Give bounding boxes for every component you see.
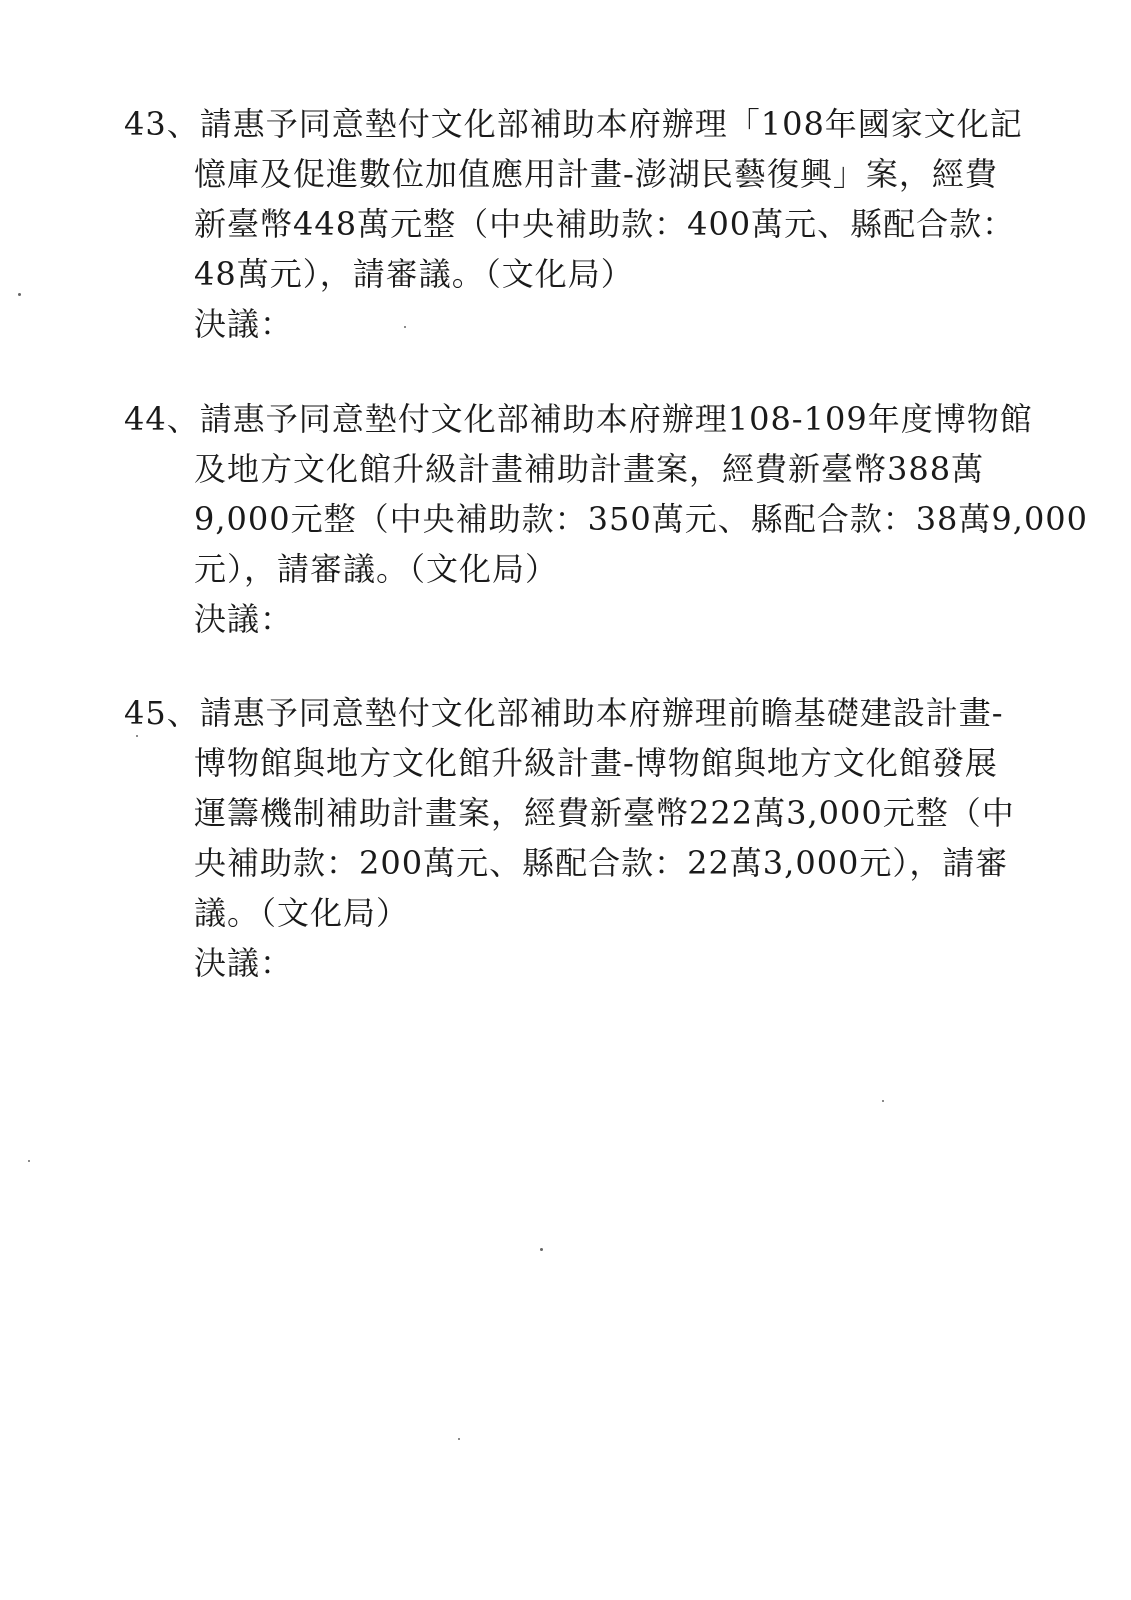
scan-speck (404, 326, 406, 328)
item-44-line-2: 及地方文化館升級計畫補助計畫案，經費新臺幣388萬 (194, 450, 985, 488)
item-43-line-1: 43、請惠予同意墊付文化部補助本府辦理「108年國家文化記 (124, 105, 1023, 143)
scan-speck (882, 1100, 884, 1102)
item-45-line-1: 45、請惠予同意墊付文化部補助本府辦理前瞻基礎建設計畫- (124, 694, 1004, 732)
item-43-line-3: 新臺幣448萬元整（中央補助款：400萬元、縣配合款： (194, 205, 1016, 243)
item-44-resolution: 決議： (194, 600, 294, 638)
item-44-line-3: 9,000元整（中央補助款：350萬元、縣配合款：38萬9,000 (194, 500, 1089, 538)
item-45-resolution: 決議： (194, 944, 294, 982)
item-45-line-5: 議。（文化局） (194, 894, 410, 932)
scan-speck (18, 293, 21, 296)
item-43-line-2: 憶庫及促進數位加值應用計畫-澎湖民藝復興」案，經費 (194, 155, 998, 193)
scan-speck (136, 735, 138, 737)
scan-speck (540, 1248, 543, 1251)
scan-speck (28, 1160, 30, 1162)
scan-speck (458, 1438, 460, 1440)
item-43-line-4: 48萬元），請審議。（文化局） (194, 255, 634, 293)
item-43-resolution: 決議： (194, 305, 294, 343)
item-45-line-2: 博物館與地方文化館升級計畫-博物館與地方文化館發展 (194, 744, 998, 782)
item-44-line-1: 44、請惠予同意墊付文化部補助本府辦理108-109年度博物館 (124, 400, 1033, 438)
item-44-line-4: 元），請審議。（文化局） (194, 550, 559, 588)
item-45-line-3: 運籌機制補助計畫案，經費新臺幣222萬3,000元整（中 (194, 794, 1015, 832)
item-45-line-4: 央補助款：200萬元、縣配合款：22萬3,000元），請審 (194, 844, 1009, 882)
